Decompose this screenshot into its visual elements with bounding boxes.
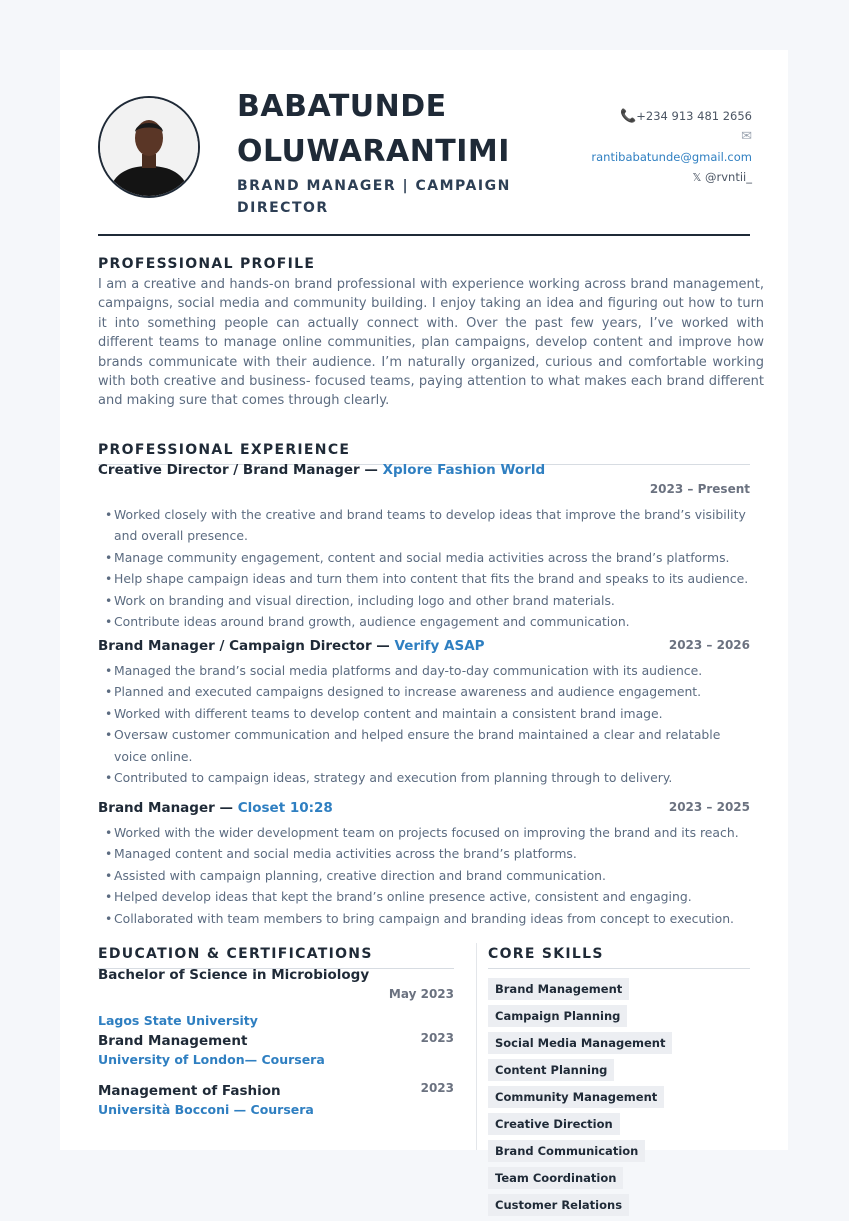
job-entry — [98, 462, 750, 632]
profile-heading: PROFESSIONAL PROFILE — [98, 256, 316, 272]
education-title: Management of Fashion — [98, 1083, 281, 1099]
job-dates: 2023 – 2026 — [668, 638, 750, 652]
job-bullet: • Worked closely with the creative and brand teams to develop ideas that improve the brand’s visibility and overall presence. — [98, 504, 750, 547]
skill-chip: Brand Communication — [488, 1140, 645, 1162]
education-item — [98, 1030, 454, 1067]
job-bullet: • Collaborated with team members to bring campaign and branding ideas from concept to execution. — [98, 908, 750, 929]
job-bullet: • Manage community engagement, content and social media activities across the brand’s platforms. — [98, 547, 750, 568]
phone-text[interactable]: +234 913 481 2656 — [636, 109, 752, 123]
profile-photo — [98, 96, 200, 198]
education-org[interactable]: University of London— Coursera — [98, 1052, 325, 1067]
skills-list — [488, 978, 754, 1221]
envelope-icon: ✉ — [741, 129, 752, 144]
job-bullet: • Worked with the wider development team on projects focused on improving the brand and its reach. — [98, 822, 750, 843]
contact-block — [552, 106, 752, 188]
contact-social — [552, 167, 752, 188]
job-dates: 2023 – Present — [649, 482, 750, 496]
column-divider — [476, 943, 477, 1150]
job-company[interactable]: Xplore Fashion World — [382, 462, 546, 478]
job-dates: 2023 – 2025 — [668, 800, 750, 814]
profile-text: I am a creative and hands-on brand professional with experience working across brand management, campaigns, social media and community building. I enjoy taking an idea and figuring out how to turn it into something people can actually connect with. Over the past few years, I’ve worked with different teams to manage online communities, plan campaigns, develop content and improve how brands communicate with their audience. I’m naturally organized, curious and comfortable working with both creative and business- focused teams, paying attention to what makes each brand different and making sure that comes through clearly. — [98, 277, 764, 409]
x-logo-icon: 𝕏 — [692, 171, 702, 184]
job-title: Brand Manager — Closet 10:28 — [98, 800, 333, 816]
job-bullet: • Assisted with campaign planning, creative direction and brand communication. — [98, 865, 750, 886]
job-company[interactable]: Verify ASAP — [394, 638, 485, 654]
skill-chip: Campaign Planning — [488, 1005, 627, 1027]
job-bullet: • Work on branding and visual direction, including logo and other brand materials. — [98, 590, 750, 611]
job-bullet: • Oversaw customer communication and helped ensure the brand maintained a clear and relatable voice online. — [98, 724, 750, 767]
job-bullet: • Worked with different teams to develop content and maintain a consistent brand image. — [98, 703, 750, 724]
job-entry — [98, 800, 750, 929]
job-title: Brand Manager / Campaign Director — Verify ASAP — [98, 638, 485, 654]
education-date: May 2023 — [388, 987, 454, 1001]
skill-chip: Social Media Management — [488, 1032, 672, 1054]
phone-icon: 📞 — [620, 109, 637, 124]
job-bullet: • Helped develop ideas that kept the brand’s online presence active, consistent and engaging. — [98, 886, 750, 907]
education-org[interactable]: Università Bocconi — Coursera — [98, 1102, 314, 1117]
skills-heading: CORE SKILLS — [488, 946, 604, 962]
skill-chip: Team Coordination — [488, 1167, 623, 1189]
job-bullets — [98, 660, 750, 788]
skill-chip: Community Management — [488, 1086, 664, 1108]
skills-rule — [488, 968, 750, 969]
education-date: 2023 — [420, 1031, 454, 1045]
job-bullet: • Contributed to campaign ideas, strategy and execution from planning through to delivery. — [98, 767, 750, 788]
job-bullet: • Managed the brand’s social media platforms and day-to-day communication with its audience. — [98, 660, 750, 681]
education-item — [98, 967, 454, 1028]
resume-page — [60, 50, 788, 1212]
candidate-role: BRAND MANAGER | CAMPAIGN DIRECTOR — [237, 178, 511, 216]
job-bullet: • Managed content and social media activities across the brand’s platforms. — [98, 843, 750, 864]
education-title: Bachelor of Science in Microbiology — [98, 967, 370, 983]
education-title: Brand Management — [98, 1033, 248, 1049]
education-item — [98, 1080, 454, 1117]
contact-phone — [552, 106, 752, 127]
contact-email[interactable]: rantibabatunde@gmail.com — [591, 150, 752, 164]
candidate-name: BABATUNDE OLUWARANTIMI — [237, 89, 510, 169]
skill-chip: Customer Relations — [488, 1194, 629, 1216]
education-heading: EDUCATION & CERTIFICATIONS — [98, 946, 373, 962]
experience-heading: PROFESSIONAL EXPERIENCE — [98, 442, 351, 458]
job-title: Creative Director / Brand Manager — Xplore Fashion World — [98, 462, 546, 478]
job-entry — [98, 638, 750, 788]
job-company[interactable]: Closet 10:28 — [237, 800, 333, 816]
job-bullets — [98, 504, 750, 632]
job-bullet: • Contribute ideas around brand growth, audience engagement and communication. — [98, 611, 750, 632]
header-divider — [98, 234, 750, 236]
skill-chip: Creative Direction — [488, 1113, 620, 1135]
job-bullet: • Help shape campaign ideas and turn them into content that fits the brand and speaks to its audience. — [98, 568, 750, 589]
social-handle[interactable]: @rvntii_ — [705, 170, 752, 184]
job-bullets — [98, 822, 750, 929]
skill-chip: Content Planning — [488, 1059, 614, 1081]
skill-chip: Brand Management — [488, 978, 629, 1000]
education-org[interactable]: Lagos State University — [98, 1013, 258, 1028]
education-date: 2023 — [420, 1081, 454, 1095]
job-bullet: • Planned and executed campaigns designed to increase awareness and audience engagement. — [98, 681, 750, 702]
